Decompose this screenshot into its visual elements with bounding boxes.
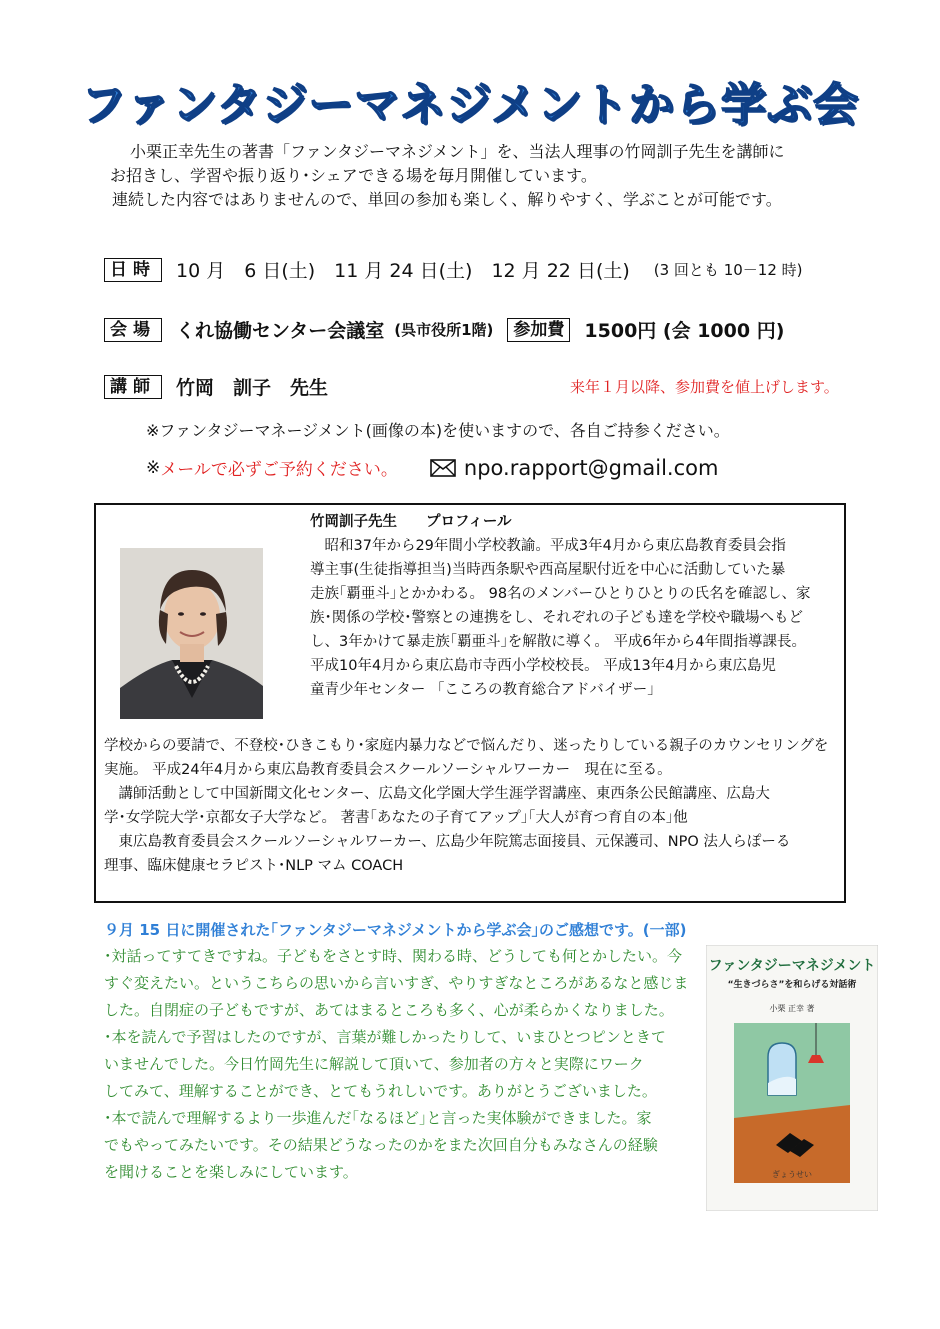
fee-value: 1500円 (会 1000 円) [584, 320, 785, 342]
book-note: ※ファンタジーマネージメント(画像の本)を使いますので、各自ご持参ください。 [146, 421, 730, 440]
feedback-line: ･本を読んで予習はしたのですが、言葉が難しかったりして、いまひとつピンときて [104, 1028, 666, 1046]
feedback-line: いませんでした。今日竹岡先生に解説して頂いて、参加者の方々と実際にワーク [104, 1055, 644, 1073]
lecturer-label: 講師 [104, 375, 162, 399]
reservation-text: メールで必ずご予約ください。 [160, 460, 398, 480]
profile-line: 族･関係の学校･警察との連携をし、それぞれの子ども達を学校や職場へもど [310, 610, 803, 626]
profile-line: 走族｢覇亜斗｣とかかわる。 98名のメンバーひとりひとりの氏名を確認し、家 [310, 586, 811, 602]
page-title: ファンタジーマネジメントから学ぶ会 [81, 78, 859, 131]
book-title: ファンタジーマネジメント [708, 958, 876, 974]
profile-line: 実施。 平成24年4月から東広島教育委員会スクールソーシャルワーカー 現在に至る。 [104, 762, 672, 778]
profile-line: 東広島教育委員会スクールソーシャルワーカー、広島少年院篤志面接員、元保護司、NPO 法人らぽーる [104, 834, 791, 850]
profile-line: 学校からの要請で、不登校･ひきこもり･家庭内暴力などで悩んだり、迷ったりしている親子のカウンセリングを [104, 738, 829, 754]
feedback-line: を聞けることを楽しみにしています。 [104, 1163, 358, 1181]
lecturer-row [104, 373, 328, 400]
profile-line: 平成10年4月から東広島市寺西小学校校長。 平成13年4月から東広島児 [310, 658, 776, 674]
profile-line: 導主事(生徒指導担当)当時西条駅や西高屋駅付近を中心に活動していた暴 [310, 562, 786, 578]
schedule-dates: 10 月 6 日(土) 11 月 24 日(土) 12 月 22 日(土) [176, 260, 630, 282]
feedback-section [104, 919, 688, 1186]
intro-text [112, 140, 785, 212]
lecturer-photo [120, 548, 263, 719]
profile-line: 昭和37年から29年間小学校教諭。平成3年4月から東広島教育委員会指 [310, 538, 786, 554]
feedback-line: でもやってみたいです。その結果どうなったのかをまた次回自分もみなさんの経験 [104, 1136, 658, 1154]
schedule-label: 日時 [104, 258, 162, 282]
feedback-line: ･対話ってすてきですね。子どもをさとす時、関わる時、どうしても何とかしたい。今 [104, 947, 682, 965]
schedule-row [104, 256, 803, 283]
mail-icon [430, 459, 456, 477]
schedule-time: (3 回とも 10－12 時) [653, 261, 803, 279]
profile-line: 童青少年センター 「こころの教育総合アドバイザー」 [310, 682, 662, 698]
fee-label: 参加費 [507, 318, 570, 342]
lecturer-name: 竹岡 訓子 先生 [176, 377, 329, 399]
book-author: 小栗 正幸 著 [769, 1004, 815, 1013]
profile-line: 理事、臨床健康セラピスト･NLP マム COACH [104, 858, 404, 874]
venue-note: (呉市役所1階) [394, 321, 494, 339]
profile-line: 学･女学院大学･京都女子大学など。 著書｢あなたの子育てアップ｣｢大人が育つ育自の本｣他 [104, 810, 688, 826]
profile-heading: 竹岡訓子先生 プロフィール [310, 514, 512, 530]
profile-line: 講師活動として中国新聞文化センター、広島文化学園大学生涯学習講座、東西条公民館講座、広島大 [104, 786, 770, 802]
price-notice: 来年１月以降、参加費を値上げします。 [570, 378, 839, 396]
profile-text [310, 510, 842, 702]
venue-row [104, 316, 784, 343]
profile-text-full [104, 734, 844, 878]
book-cover [706, 945, 878, 1211]
feedback-line: した。自閉症の子どもですが、あてはまるところも多く、心が柔らかくなりました。 [104, 1001, 674, 1019]
feedback-heading: ９月 15 日に開催された｢ファンタジーマネジメントから学ぶ会｣のご感想です。(一部) [104, 921, 687, 939]
reservation-row [146, 455, 718, 480]
book-publisher: ぎょうせい [772, 1170, 812, 1179]
venue-name: くれ協働センター会議室 [176, 320, 385, 342]
feedback-line: してみて、理解することができ、とてもうれしいです。ありがとうございました。 [104, 1082, 657, 1100]
email-address[interactable]: npo.rapport@gmail.com [463, 455, 719, 480]
reservation-prefix: ※ [146, 457, 161, 478]
profile-line: し、3年かけて暴走族｢覇亜斗｣を解散に導く。 平成6年から4年間指導課長。 [310, 634, 806, 650]
book-subtitle: “生きづらさ”を和らげる対話術 [727, 980, 857, 990]
feedback-line: すぐ変えたい。というこちらの思いから言いすぎ、やりすぎなところがあるなと感じま [104, 974, 689, 992]
intro-line: 小栗正幸先生の著書「ファンタジーマネジメント」を、当法人理事の竹岡訓子先生を講師に [130, 142, 785, 161]
venue-label: 会場 [104, 318, 162, 342]
intro-line: 連続した内容ではありませんので、単回の参加も楽しく、解りやすく、学ぶことが可能です。 [112, 190, 782, 209]
feedback-line: ･本で読んで理解するより一歩進んだ｢なるほど｣と言った実体験ができました。家 [104, 1109, 652, 1127]
intro-line: お招きし、学習や振り返り･シェアできる場を毎月開催しています。 [110, 166, 597, 185]
